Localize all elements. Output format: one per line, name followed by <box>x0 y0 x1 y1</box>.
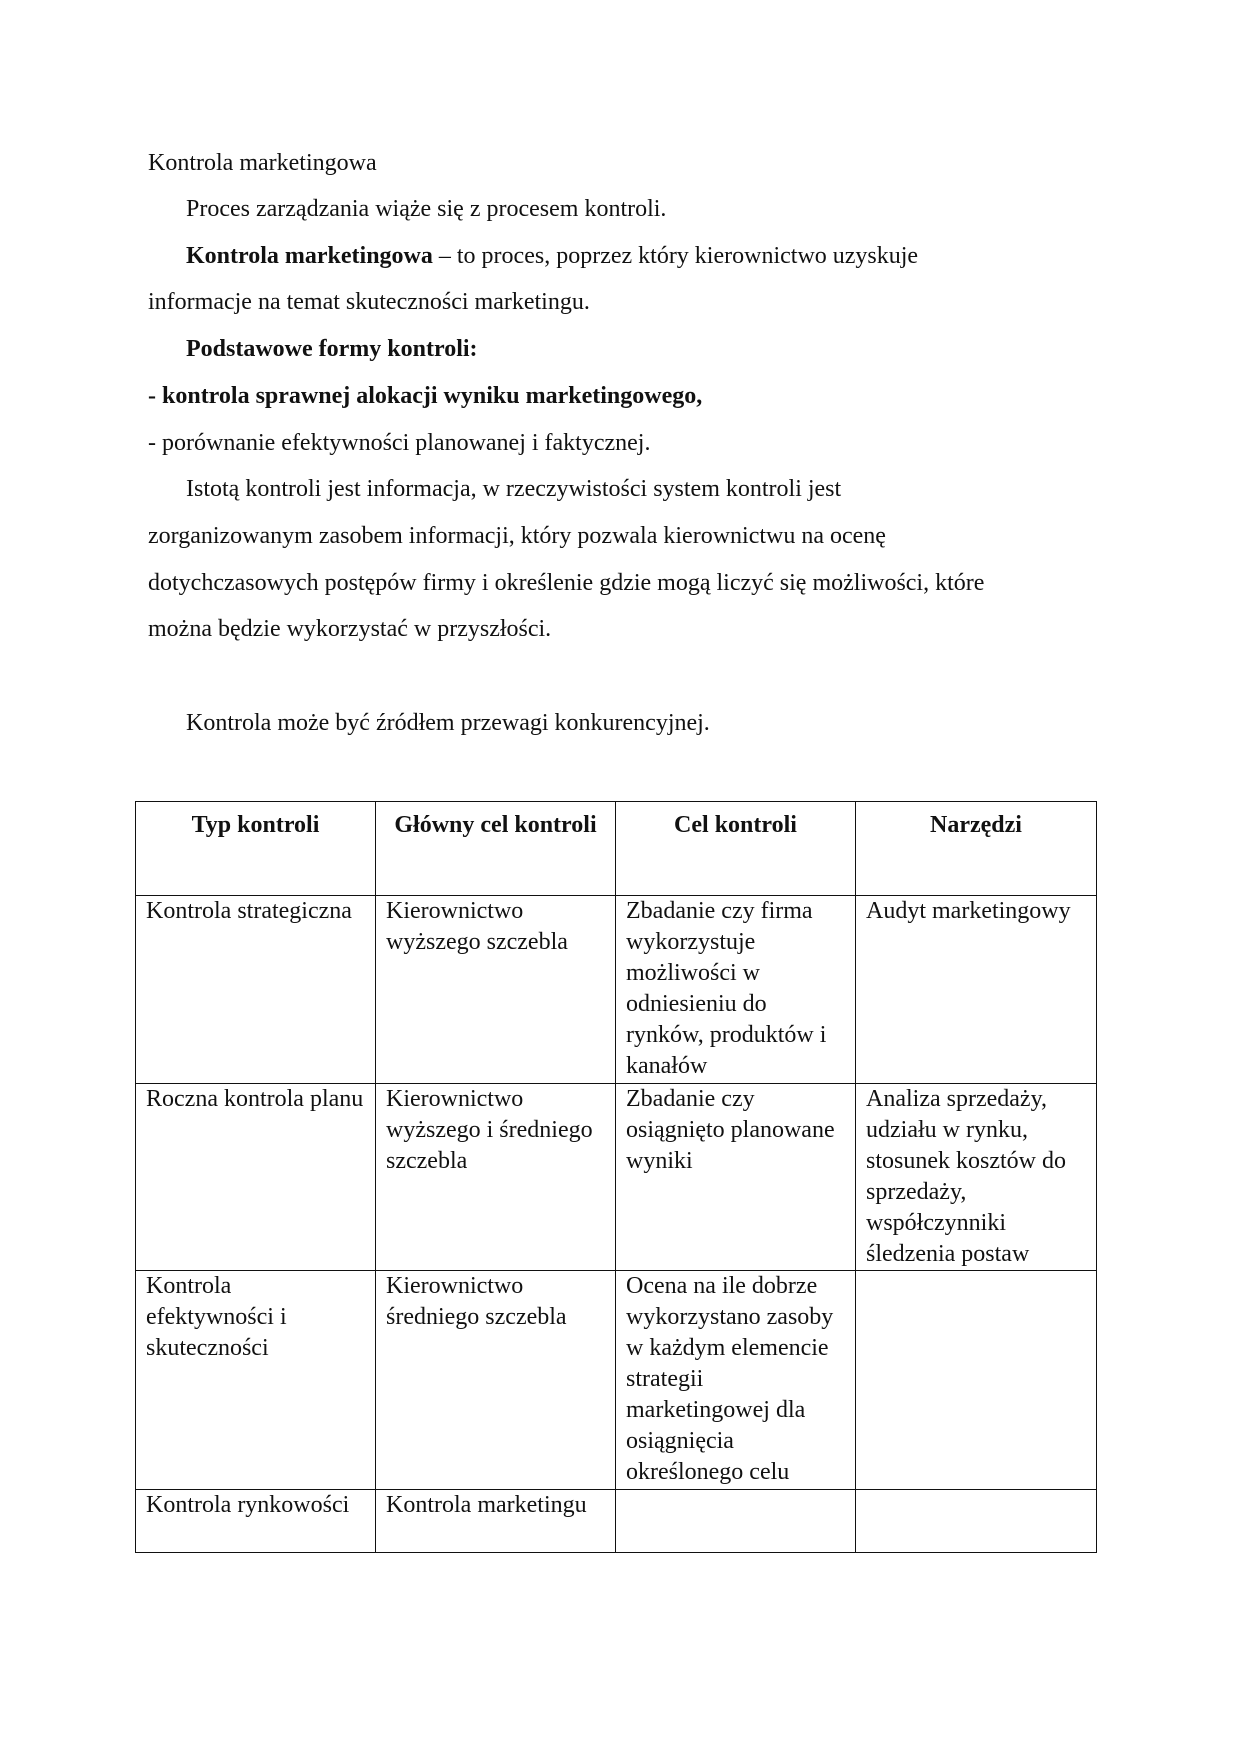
table-cell: Zbadanie czy firma wykorzystuje możliwości w odniesieniu do rynków, produktów i kanałów <box>616 896 856 1084</box>
header-type: Typ kontroli <box>136 802 376 896</box>
definition-text: – to proces, poprzez który kierownictwo uzyskuje <box>432 243 919 269</box>
header-tools: Narzędzi <box>856 802 1097 896</box>
header-goal: Cel kontroli <box>616 802 856 896</box>
table-header-row <box>136 802 1097 896</box>
table-cell: Audyt marketingowy <box>856 896 1097 1084</box>
table-row <box>136 896 1097 1084</box>
document-title: Kontrola marketingowa <box>148 150 377 176</box>
forms-heading: Podstawowe formy kontroli: <box>186 336 478 362</box>
essence-line-4: można będzie wykorzystać w przyszłości. <box>148 616 552 642</box>
essence-line-2: zorganizowanym zasobem informacji, który pozwala kierownictwu na ocenę <box>148 523 886 549</box>
header-main-goal: Główny cel kontroli <box>376 802 616 896</box>
table-cell: Kierownictwo wyższego i średniego szczebla <box>376 1084 616 1271</box>
table-row <box>136 1084 1097 1271</box>
table-cell: Kontrola marketingu <box>376 1490 616 1553</box>
essence-line-1: Istotą kontroli jest informacja, w rzeczywistości system kontroli jest <box>186 476 842 502</box>
table-cell: Kontrola rynkowości <box>136 1490 376 1553</box>
table-cell <box>856 1271 1097 1490</box>
table-cell: Analiza sprzedaży, udziału w rynku, stosunek kosztów do sprzedaży, współczynniki śledzenia postaw <box>856 1084 1097 1271</box>
table-cell: Kierownictwo wyższego szczebla <box>376 896 616 1084</box>
table-cell: Ocena na ile dobrze wykorzystano zasoby w każdym elemencie strategii marketingowej dla osiągnięcia określonego celu <box>616 1271 856 1490</box>
control-types-table <box>135 801 1097 1553</box>
definition-line-2: informacje na temat skuteczności marketingu. <box>148 289 590 315</box>
table-row <box>136 1490 1097 1553</box>
table-row <box>136 1271 1097 1490</box>
table-cell <box>856 1490 1097 1553</box>
essence-line-3: dotychczasowych postępów firmy i określenie gdzie mogą liczyć się możliwości, które <box>148 570 985 596</box>
table-cell: Zbadanie czy osiągnięto planowane wyniki <box>616 1084 856 1271</box>
form-list-item: - kontrola sprawnej alokacji wyniku marketingowego, <box>148 383 703 409</box>
advantage-sentence: Kontrola może być źródłem przewagi konkurencyjnej. <box>186 710 710 736</box>
form-list-item: - porównanie efektywności planowanej i faktycznej. <box>148 430 651 456</box>
definition-term: Kontrola marketingowa <box>186 243 433 269</box>
table-cell: Kontrola strategiczna <box>136 896 376 1084</box>
table-cell: Kontrola efektywności i skuteczności <box>136 1271 376 1490</box>
table-cell: Kierownictwo średniego szczebla <box>376 1271 616 1490</box>
table-cell <box>616 1490 856 1553</box>
table-cell: Roczna kontrola planu <box>136 1084 376 1271</box>
definition-line-1 <box>186 241 918 271</box>
paragraph-process: Proces zarządzania wiąże się z procesem kontroli. <box>186 196 667 222</box>
